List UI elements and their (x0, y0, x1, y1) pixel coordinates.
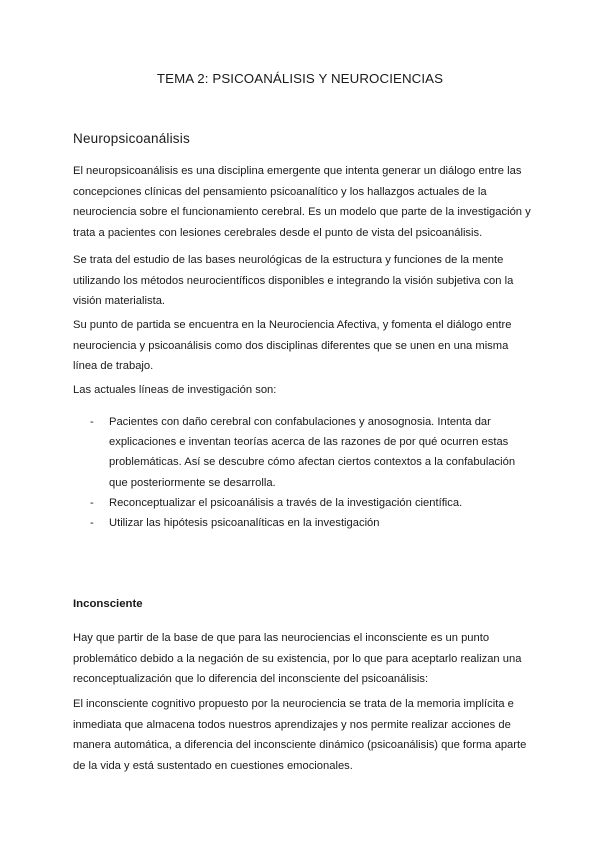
text-line: trata a pacientes con lesiones cerebrales desde el punto de vista del psicoanálisis. (73, 226, 483, 239)
text-line: utilizando los métodos neurocientíficos disponibles e integrando la visión subjetiva con la (73, 274, 514, 287)
text-line: El inconsciente cognitivo propuesto por la neurociencia se trata de la memoria implícita e (73, 698, 514, 710)
text-line: visión materialista. (73, 295, 166, 308)
text-line: línea de trabajo. (73, 360, 154, 373)
text-line: problemático debido a la negación de su existencia, por lo que para aceptarlo realizan una (73, 652, 522, 665)
text-line: neurociencia sobre el funcionamiento cerebral. Es un modelo que parte de la investigación y (73, 206, 531, 219)
text-line: Se trata del estudio de las bases neurológicas de la estructura y funciones de la mente (73, 254, 504, 266)
text-line: Pacientes con daño cerebral con confabulaciones y anosognosia. Intenta dar (109, 416, 491, 428)
paragraph-bases-neurologicas (73, 250, 543, 312)
list-item (73, 412, 543, 493)
text-line: Hay que partir de la base de que para las neurociencias el inconsciente es un punto (73, 632, 490, 644)
text-line: reconceptualización que lo diferencia del inconsciente del psicoanálisis: (73, 673, 429, 686)
dash-bullet-icon: - (90, 517, 94, 530)
document-title: TEMA 2: PSICOANÁLISIS Y NEUROCIENCIAS (156, 71, 444, 86)
text-line: Las actuales líneas de investigación son: (73, 384, 277, 396)
list-item (73, 513, 543, 533)
text-line: Su punto de partida se encuentra en la Neurociencia Afectiva, y fomenta el diálogo entre (73, 319, 512, 331)
section-heading-neuropsicoanalisis: Neuropsicoanálisis (73, 131, 190, 146)
text-line: neurociencia y psicoanálisis como dos disciplinas diferentes que se unen en una misma (73, 339, 509, 352)
paragraph-punto-de-partida (73, 315, 543, 377)
dash-bullet-icon: - (90, 416, 94, 428)
text-line: que posteriormente se desarrolla. (109, 476, 276, 489)
text-line: Reconceptualizar el psicoanálisis a través de la investigación científica. (109, 496, 463, 509)
text-line: explicaciones e inventan teorías acerca de las razones de por qué ocurren estas (109, 436, 509, 449)
paragraph-inconsciente-cognitivo (73, 694, 543, 776)
text-line: El neuropsicoanálisis es una disciplina emergente que intenta generar un diálogo entre las (73, 165, 522, 177)
paragraph-lineas-intro (73, 380, 543, 401)
paragraph-neuropsicoanalisis-definition (73, 161, 543, 243)
text-line: Utilizar las hipótesis psicoanalíticas en la investigación (109, 517, 380, 530)
paragraph-inconsciente-base (73, 628, 543, 690)
list-item (73, 493, 543, 513)
text-line: problemáticas. Así se descubre cómo afectan ciertos contextos a la confabulación (109, 456, 516, 469)
dash-bullet-icon: - (90, 496, 94, 509)
text-line: concepciones clínicas del pensamiento psicoanalítico y los hallazgos actuales de la (73, 185, 487, 198)
section-heading-inconsciente: Inconsciente (73, 598, 143, 610)
text-line: manera automática, a diferencia del inconsciente dinámico (psicoanálisis) que forma aparte (73, 739, 527, 752)
text-line: inmediata que almacena todos nuestros aprendizajes y nos permite realizar acciones de (73, 718, 511, 731)
text-line: de la vida y está sustentado en cuestiones emocionales. (73, 759, 353, 772)
research-lines-list (73, 412, 543, 533)
